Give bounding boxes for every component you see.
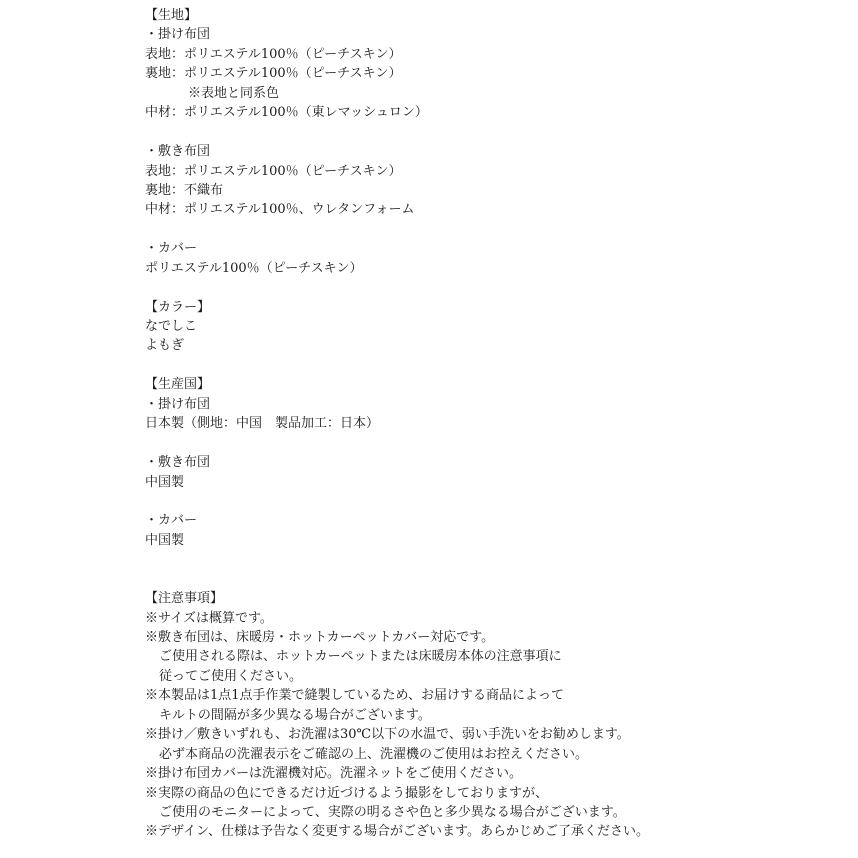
origin-heading: 【生産国】 bbox=[145, 377, 211, 393]
origin-shiki-label: ・敷き布団 bbox=[145, 455, 211, 471]
origin-shiki-value: 中国製 bbox=[145, 474, 185, 490]
fabric-kake-label: ・掛け布団 bbox=[145, 27, 211, 43]
fabric-heading: 【生地】 bbox=[145, 8, 198, 23]
blank-line bbox=[145, 220, 845, 239]
note-line: ※掛け／敷きいずれも、お洗濯は30℃以下の水温で、弱い手洗いをお勧めします。 bbox=[145, 727, 630, 743]
note-line: ご使用のモニターによって、実際の明るさや色と多少異なる場合がございます。 bbox=[159, 804, 626, 820]
note-line: ※デザイン、仕様は予告なく変更する場合がございます。あらかじめご了承ください。 bbox=[145, 824, 650, 840]
blank-line bbox=[145, 570, 845, 589]
fabric-kake-back-note: ※表地と同系色 bbox=[188, 85, 280, 101]
fabric-kake-back: 裏地：ポリエステル100％（ピーチスキン） bbox=[145, 66, 402, 82]
blank-line bbox=[145, 550, 845, 569]
note-line: ご使用される際は、ホットカーペットまたは床暖房本体の注意事項に bbox=[159, 649, 562, 665]
note-line: ※掛け布団カバーは洗濯機対応。洗濯ネットをご使用ください。 bbox=[145, 766, 523, 782]
note-line: ※敷き布団は、床暖房・ホットカーペットカバー対応です。 bbox=[145, 630, 495, 645]
origin-cover-label: ・カバー bbox=[145, 513, 198, 529]
fabric-kake-front: 表地：ポリエステル100％（ピーチスキン） bbox=[145, 46, 402, 62]
blank-line bbox=[145, 492, 845, 511]
blank-line bbox=[145, 434, 845, 453]
note-line: キルトの間隔が多少異なる場合がございます。 bbox=[159, 707, 431, 723]
note-line: ※実際の商品の色にできるだけ近づけるよう撮影をしておりますが、 bbox=[145, 785, 549, 801]
note-line: ※サイズは概算です。 bbox=[145, 610, 273, 626]
blank-line bbox=[145, 356, 845, 375]
fabric-cover-label: ・カバー bbox=[145, 241, 198, 257]
origin-kake-value: 日本製（側地：中国 製品加工：日本） bbox=[145, 416, 380, 432]
fabric-cover-material: ポリエステル100％（ピーチスキン） bbox=[145, 260, 363, 276]
fabric-kake-fill: 中材：ポリエステル100％（東レマッシュロン） bbox=[145, 105, 428, 121]
fabric-shiki-fill: 中材：ポリエステル100％、ウレタンフォーム bbox=[145, 202, 415, 218]
fabric-shiki-front: 表地：ポリエステル100％（ピーチスキン） bbox=[145, 163, 402, 179]
blank-line bbox=[145, 123, 845, 142]
fabric-shiki-label: ・敷き布団 bbox=[145, 144, 211, 160]
color-option: よもぎ bbox=[145, 338, 185, 354]
product-spec-document bbox=[145, 6, 845, 842]
origin-kake-label: ・掛け布団 bbox=[145, 396, 211, 412]
blank-line bbox=[145, 278, 845, 297]
note-line: ※本製品は1点1点手作業で縫製しているため、お届けする商品によって bbox=[145, 688, 565, 704]
origin-cover-value: 中国製 bbox=[145, 532, 185, 548]
color-option: なでしこ bbox=[145, 319, 198, 334]
note-line: 必ず本商品の洗濯表示をご確認の上、洗濯機のご使用はお控えください。 bbox=[159, 746, 589, 762]
notes-heading: 【注意事項】 bbox=[145, 591, 224, 607]
fabric-shiki-back: 裏地：不織布 bbox=[145, 182, 224, 198]
color-heading: 【カラー】 bbox=[145, 299, 211, 315]
note-line: 従ってご使用ください。 bbox=[159, 668, 303, 684]
